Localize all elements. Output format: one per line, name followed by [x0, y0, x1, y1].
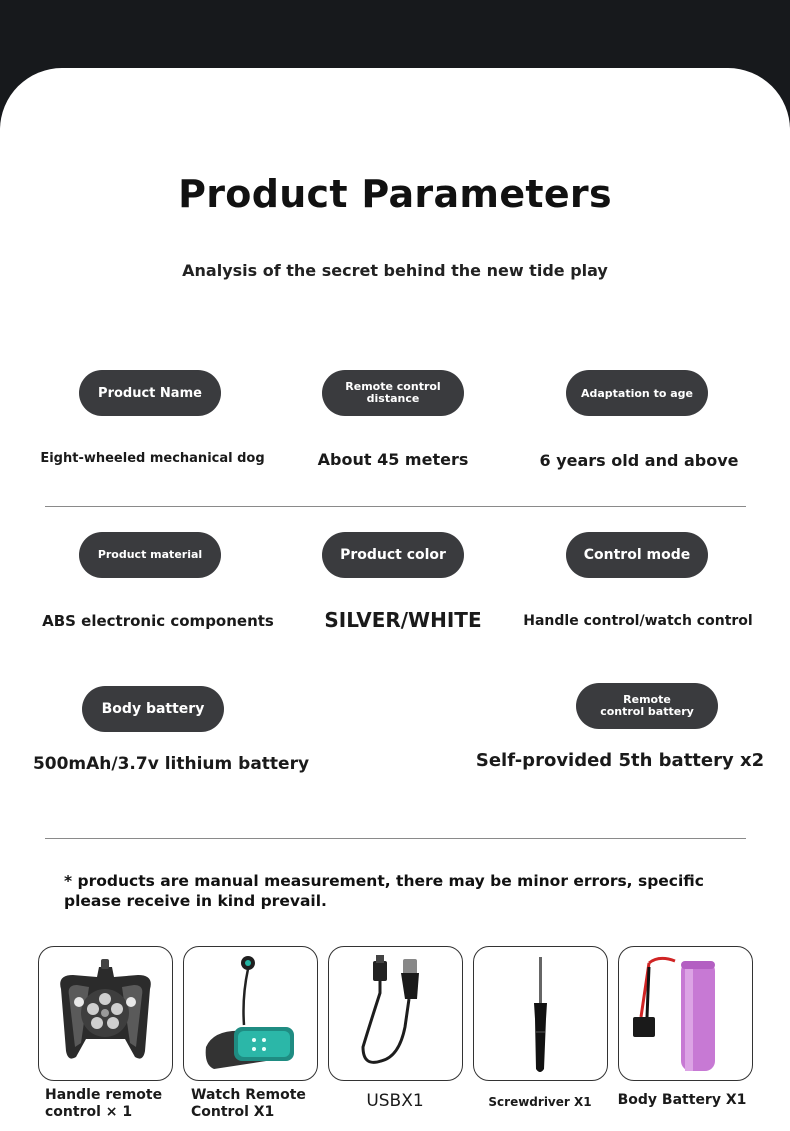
accessory-label-handle-remote: Handle remote control × 1 — [45, 1087, 163, 1120]
param-label-material: Product material — [79, 532, 221, 578]
param-label-remote-distance: Remote control distance — [322, 370, 464, 416]
accessory-watch-remote — [183, 946, 318, 1081]
param-value-control-mode: Handle control/watch control — [523, 613, 753, 629]
accessory-body-battery — [618, 946, 753, 1081]
param-label-age: Adaptation to age — [566, 370, 708, 416]
watch-remote-icon — [184, 947, 317, 1080]
param-label-body-battery: Body battery — [82, 686, 224, 732]
param-value-remote-distance: About 45 meters — [317, 450, 469, 469]
page-title: Product Parameters — [178, 172, 612, 216]
param-value-body-battery: 500mAh/3.7v lithium battery — [32, 754, 310, 774]
param-value-material: ABS electronic components — [42, 612, 274, 630]
page-subtitle: Analysis of the secret behind the new tide play — [182, 261, 608, 280]
accessory-handle-remote — [38, 946, 173, 1081]
screwdriver-icon — [474, 947, 607, 1080]
battery-pack-icon — [619, 947, 752, 1080]
accessory-screwdriver — [473, 946, 608, 1081]
accessory-label-screwdriver: Screwdriver X1 — [488, 1095, 592, 1109]
param-label-remote-battery: Remote control battery — [576, 683, 718, 729]
measurement-note: * products are manual measurement, there may be minor errors, specific please receive in kind prevail. — [64, 872, 704, 910]
gamepad-controller-icon — [39, 947, 172, 1080]
param-label-control-mode: Control mode — [566, 532, 708, 578]
param-label-product-name: Product Name — [79, 370, 221, 416]
param-value-remote-battery: Self-provided 5th battery x2 — [475, 750, 765, 771]
param-value-color: SILVER/WHITE — [324, 608, 482, 632]
divider-bottom — [45, 838, 746, 839]
accessory-label-watch-remote: Watch Remote Control X1 — [191, 1087, 306, 1120]
accessory-label-usb: USBX1 — [366, 1091, 424, 1111]
accessory-usb-cable — [328, 946, 463, 1081]
usb-cable-icon — [329, 947, 462, 1080]
divider-top — [45, 506, 746, 507]
param-value-product-name: Eight-wheeled mechanical dog — [40, 451, 265, 466]
accessory-label-body-battery: Body Battery X1 — [617, 1092, 747, 1108]
param-value-age: 6 years old and above — [539, 451, 739, 470]
param-label-color: Product color — [322, 532, 464, 578]
